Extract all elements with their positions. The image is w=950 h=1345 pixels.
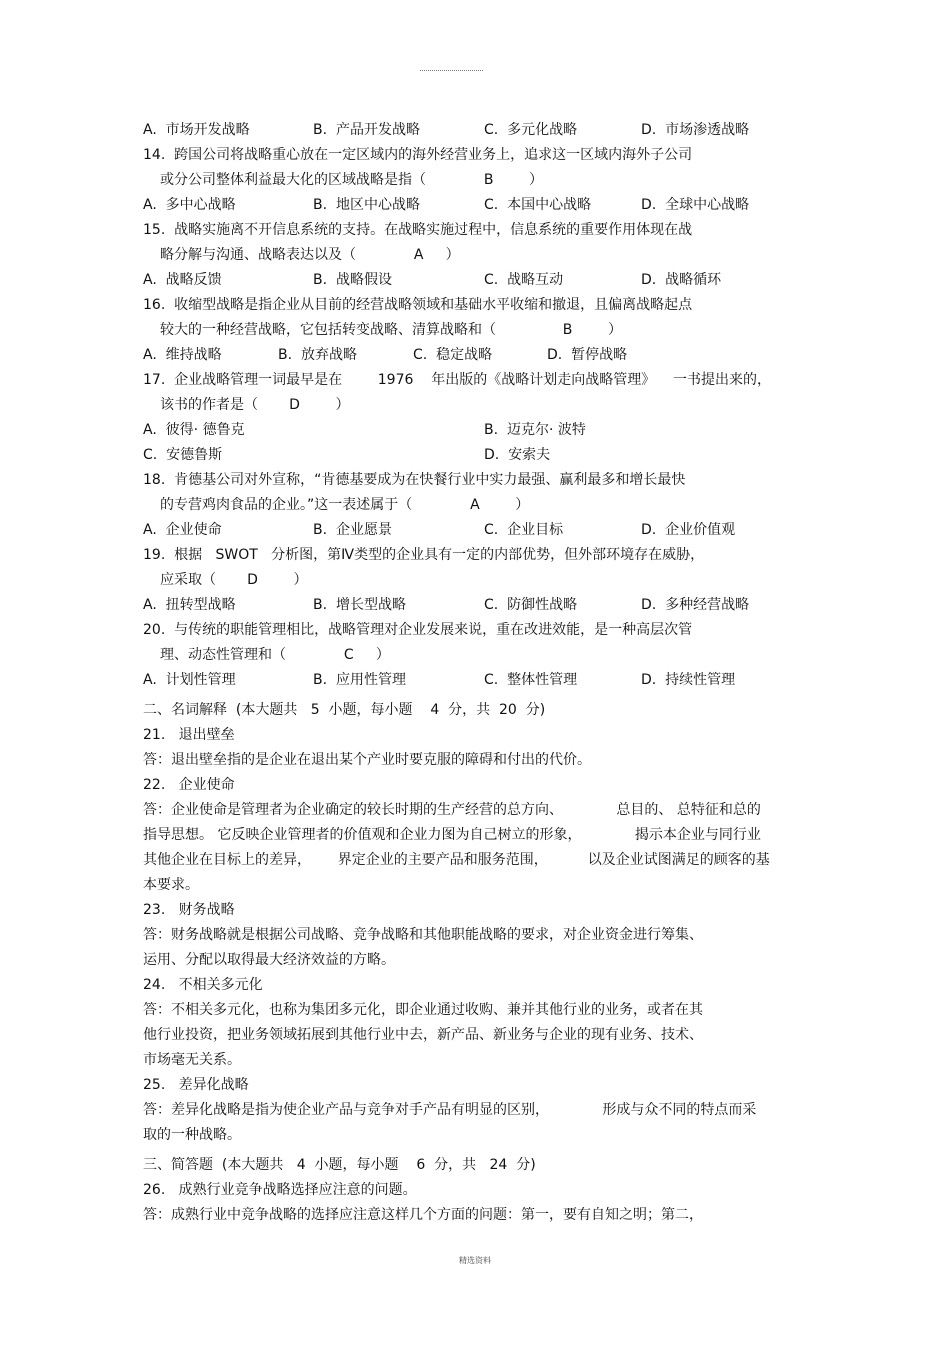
q17-option-a: A. 彼得· 德鲁克 — [143, 422, 245, 438]
q15-stem-line1: 15. 战略实施离不开信息系统的支持。在战略实施过程中，信息系统的重要作用体现在战 — [143, 222, 693, 238]
q25-title: 25. 差异化战略 — [143, 1077, 249, 1093]
q25-answer-line1: 答：差异化战略是指为使企业产品与竞争对手产品有明显的区别， 形成与众不同的特点而采 — [143, 1102, 757, 1118]
q23-answer-line2: 运用、分配以取得最大经济效益的方略。 — [143, 952, 395, 968]
q22-title: 22. 企业使命 — [143, 777, 235, 793]
q17-stem-line1: 17. 企业战略管理一词最早是在 1976 年出版的《战略计划走向战略管理》 一书提出来的， — [143, 372, 771, 388]
q14-stem-line1: 14. 跨国公司将战略重心放在一定区域内的海外经营业务上，追求这一区域内海外子公司 — [143, 147, 693, 163]
q16-stem-line2: 较大的一种经营战略，它包括转变战略、清算战略和（ B ） — [160, 322, 622, 338]
q20-option-a: A. 计划性管理 — [143, 672, 236, 688]
q15-option-c: C. 战略互动 — [484, 272, 564, 288]
q23-answer-line1: 答：财务战略就是根据公司战略、竞争战略和其他职能战略的要求，对企业资金进行筹集、 — [143, 927, 703, 943]
q14-option-b: B. 地区中心战略 — [313, 197, 420, 213]
q16-option-d: D. 暂停战略 — [547, 347, 628, 363]
q17-option-c: C. 安德鲁斯 — [143, 447, 223, 463]
q20-stem-line1: 20. 与传统的职能管理相比，战略管理对企业发展来说，重在改进效能，是一种高层次管 — [143, 622, 693, 638]
q26-title: 26. 成熟行业竞争战略选择应注意的问题。 — [143, 1182, 417, 1198]
q18-option-a: A. 企业使命 — [143, 522, 222, 538]
q22-answer-line1: 答：企业使命是管理者为企业确定的较长时期的生产经营的总方向、 总目的、 总特征和总的 — [143, 802, 761, 818]
header-rule — [420, 70, 483, 71]
q24-title: 24. 不相关多元化 — [143, 977, 263, 993]
q20-option-d: D. 持续性管理 — [641, 672, 736, 688]
section-heading-2: 二、名词解释 (本大题共 5 小题，每小题 4 分，共 20 分) — [143, 702, 546, 718]
q19-option-c: C. 防御性战略 — [484, 597, 578, 613]
q17-option-b: B. 迈克尔· 波特 — [484, 422, 586, 438]
q16-stem-line1: 16. 收缩型战略是指企业从目前的经营战略领域和基础水平收缩和撤退，且偏离战略起点 — [143, 297, 693, 313]
q13-option-d: D. 市场渗透战略 — [641, 122, 750, 138]
q26-answer-line1: 答：成熟行业中竞争战略的选择应注意这样几个方面的问题：第一，要有自知之明；第二， — [143, 1207, 703, 1223]
q19-stem-line2: 应采取（ D ） — [160, 572, 308, 588]
q17-stem-line2: 该书的作者是（ D ） — [160, 397, 350, 413]
q16-option-c: C. 稳定战略 — [413, 347, 493, 363]
q19-stem-line1: 19. 根据 SWOT 分析图，第Ⅳ类型的企业具有一定的内部优势，但外部环境存在威胁， — [143, 547, 705, 563]
q14-stem-line2: 或分公司整体利益最大化的区域战略是指（ B ） — [160, 172, 544, 188]
q24-answer-line2: 他行业投资，把业务领域拓展到其他行业中去，新产品、新业务与企业的现有业务、技术、 — [143, 1027, 703, 1043]
q24-answer-line1: 答：不相关多元化，也称为集团多元化，即企业通过收购、兼并其他行业的业务，或者在其 — [143, 1002, 703, 1018]
q14-option-a: A. 多中心战略 — [143, 197, 236, 213]
q18-stem-line1: 18. 肯德基公司对外宣称，“肯德基要成为在快餐行业中实力最强、赢利最多和增长最快 — [143, 472, 686, 488]
q22-answer-line4: 本要求。 — [143, 877, 199, 893]
q16-option-a: A. 维持战略 — [143, 347, 222, 363]
q20-stem-line2: 理、动态性管理和（ C ） — [160, 647, 390, 663]
q20-option-b: B. 应用性管理 — [313, 672, 406, 688]
q15-option-d: D. 战略循环 — [641, 272, 722, 288]
q19-option-a: A. 扭转型战略 — [143, 597, 236, 613]
q22-answer-line3: 其他企业在目标上的差异， 界定企业的主要产品和服务范围， 以及企业试图满足的顾客的基 — [143, 852, 770, 868]
q19-option-b: B. 增长型战略 — [313, 597, 406, 613]
q13-option-b: B. 产品开发战略 — [313, 122, 420, 138]
q18-option-b: B. 企业愿景 — [313, 522, 392, 538]
q20-option-c: C. 整体性管理 — [484, 672, 578, 688]
q15-option-a: A. 战略反馈 — [143, 272, 222, 288]
q15-option-b: B. 战略假设 — [313, 272, 392, 288]
q18-stem-line2: 的专营鸡肉食品的企业。”这一表述属于（ A ） — [160, 497, 530, 513]
q13-option-c: C. 多元化战略 — [484, 122, 578, 138]
q16-option-b: B. 放弃战略 — [278, 347, 357, 363]
section-heading-3: 三、简答题 (本大题共 4 小题，每小题 6 分，共 24 分) — [143, 1157, 536, 1173]
page-footer: 精选资料 — [459, 1256, 491, 1265]
q23-title: 23. 财务战略 — [143, 902, 235, 918]
q13-option-a: A. 市场开发战略 — [143, 122, 250, 138]
q17-option-d: D. 安索夫 — [484, 447, 551, 463]
q21-answer-line1: 答：退出壁垒指的是企业在退出某个产业时要克服的障碍和付出的代价。 — [143, 752, 591, 768]
q18-option-d: D. 企业价值观 — [641, 522, 736, 538]
q14-option-c: C. 本国中心战略 — [484, 197, 592, 213]
q21-title: 21. 退出壁垒 — [143, 727, 235, 743]
q25-answer-line2: 取的一种战略。 — [143, 1127, 241, 1143]
q24-answer-line3: 市场毫无关系。 — [143, 1052, 241, 1068]
q22-answer-line2: 指导思想。 它反映企业管理者的价值观和企业力图为自己树立的形象， 揭示本企业与同行业 — [143, 827, 761, 843]
q18-option-c: C. 企业目标 — [484, 522, 564, 538]
q19-option-d: D. 多种经营战略 — [641, 597, 750, 613]
q14-option-d: D. 全球中心战略 — [641, 197, 750, 213]
q15-stem-line2: 略分解与沟通、战略表达以及（ A ） — [160, 247, 460, 263]
